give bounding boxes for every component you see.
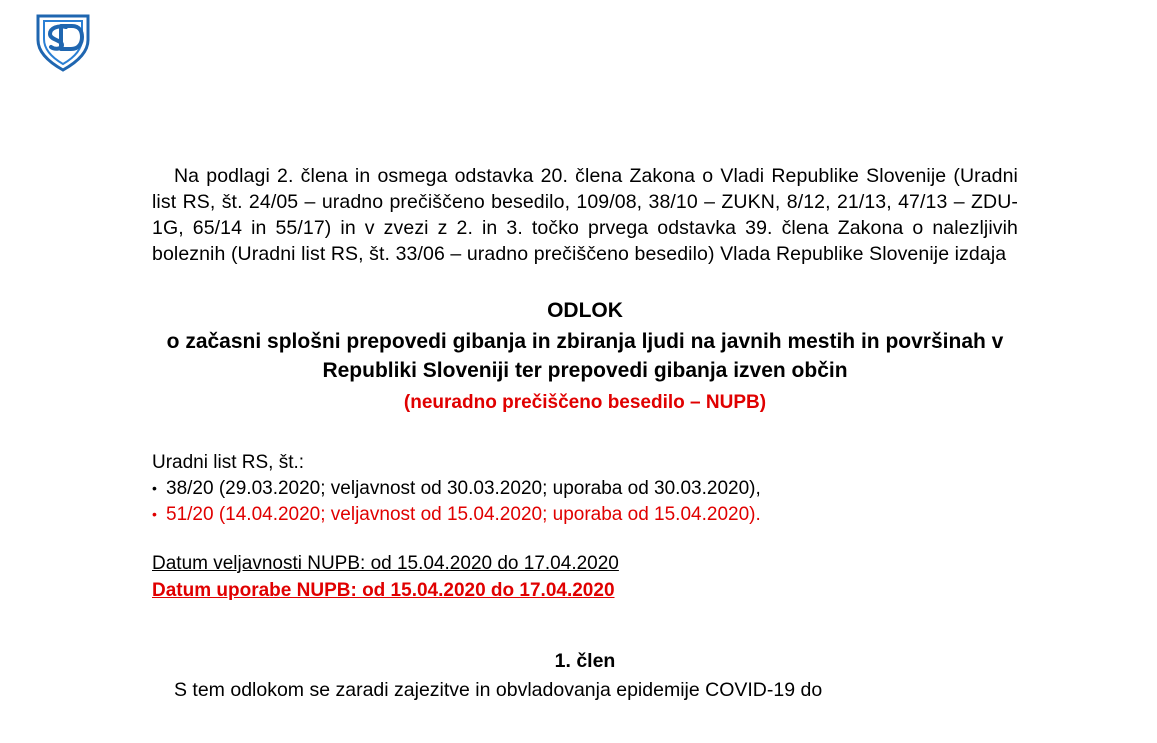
article-text: S tem odlokom se zaradi zajezitve in obvladovanja epidemije COVID-19 do (174, 679, 823, 701)
list-item: • 38/20 (29.03.2020; veljavnost od 30.03.2020; uporaba od 30.03.2020), (152, 476, 1018, 502)
gazette-block (152, 450, 1018, 528)
usage-date: Datum uporabe NUPB: od 15.04.2020 do 17.04.2020 (152, 580, 615, 601)
sd-emblem-logo-icon (28, 10, 98, 76)
intro-paragraph: Na podlagi 2. člena in osmega odstavka 20. člena Zakona o Vladi Republike Slovenije (Uradni list RS, št. 24/05 – uradno prečiščeno besedilo, 109/08, 38/10 – ZUKN, 8/12, 21/13, 47/13 – ZDU-1G, 65/14 in 55/17) in v zvezi z 2. in 3. točko prvega odstavka 39. člena Zakona o nalezljivih boleznih (Uradni list RS, št. 33/06 – uradno prečiščeno besedilo) Vlada Republike Slovenije izdaja (152, 165, 1018, 265)
article-heading: 1. člen (554, 650, 616, 672)
dates-block (152, 550, 1018, 604)
gazette-list (152, 476, 1018, 528)
page-title: ODLOK (547, 299, 623, 322)
document-content (152, 163, 1018, 703)
title-block (152, 297, 1018, 416)
title-note: (neuradno prečiščeno besedilo – NUPB) (403, 392, 767, 413)
page-subtitle: o začasni splošni prepovedi gibanja in zbiranja ljudi na javnih mestih in površinah v Republiki Sloveniji ter prepovedi gibanja izven občin (166, 330, 1004, 382)
gazette-label: Uradni list RS, št.: (152, 452, 305, 473)
validity-date: Datum veljavnosti NUPB: od 15.04.2020 do 17.04.2020 (152, 553, 619, 574)
list-item: • 51/20 (14.04.2020; veljavnost od 15.04.2020; uporaba od 15.04.2020). (152, 502, 1018, 528)
